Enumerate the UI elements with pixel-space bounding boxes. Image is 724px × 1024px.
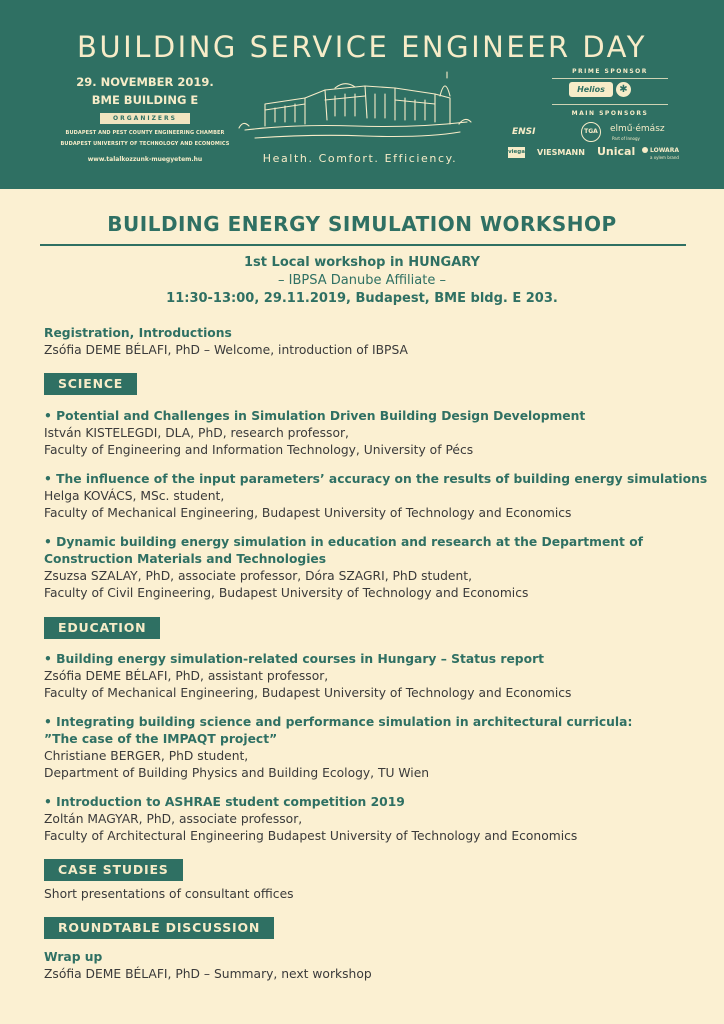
workshop-time-place: 11:30-13:00, 29.11.2019, Budapest, BME bldg. E 203.	[166, 291, 558, 306]
talk-speaker: Zsuzsa SZALAY, PhD, associate professor, Dóra SZAGRI, PhD student,	[44, 569, 473, 583]
talk-title: • Integrating building science and performance simulation in architectural curricula:	[44, 715, 633, 729]
talk-affiliation: Faculty of Mechanical Engineering, Budapest University of Technology and Economics	[44, 506, 572, 520]
header-banner	[0, 0, 724, 189]
title-divider	[40, 244, 686, 246]
workshop-title: BUILDING ENERGY SIMULATION WORKSHOP	[107, 212, 617, 236]
talk-affiliation: Faculty of Engineering and Information Technology, University of Pécs	[44, 443, 474, 457]
talk-speaker: Zsófia DEME BÉLAFI, PhD, assistant professor,	[44, 669, 329, 683]
elmu-logo: elmű·émász	[610, 124, 665, 134]
talk-title: • Building energy simulation-related courses in Hungary – Status report	[44, 652, 545, 666]
roundtable-heading: Wrap up	[44, 950, 103, 964]
organizer-1: BUDAPEST AND PEST COUNTY ENGINEERING CHAMBER	[65, 130, 225, 136]
section-tag-roundtable: ROUNDTABLE DISCUSSION	[44, 917, 274, 939]
workshop-affiliate: – IBPSA Danube Affiliate –	[278, 273, 446, 288]
event-venue: BME BUILDING E	[91, 93, 199, 107]
section-tag-case-studies: CASE STUDIES	[44, 859, 183, 881]
viessmann-logo: VIESMANN	[537, 148, 585, 157]
helios-logo: Helios	[569, 82, 613, 97]
talk-speaker: Helga KOVÁCS, MSc. student,	[44, 489, 225, 503]
viega-logo: viega	[508, 147, 525, 158]
organizer-2: BUDAPEST UNIVERSITY OF TECHNOLOGY AND ECONOMICS	[60, 141, 230, 147]
building-illustration-icon	[235, 68, 475, 148]
talk-title-cont: ”The case of the IMPAQT project”	[44, 732, 278, 746]
organizers-label: ORGANIZERS	[100, 113, 190, 124]
talk-title: • Potential and Challenges in Simulation Driven Building Design Development	[44, 409, 586, 423]
prime-sponsor-label: PRIME SPONSOR	[572, 68, 648, 75]
case-studies-text: Short presentations of consultant offices	[44, 887, 294, 901]
lowara-logo: LOWARA	[650, 147, 679, 154]
workshop-subtitle: 1st Local workshop in HUNGARY	[244, 255, 480, 270]
talk-speaker: Christiane BERGER, PhD student,	[44, 749, 249, 763]
talk-affiliation: Department of Building Physics and Building Ecology, TU Wien	[44, 766, 430, 780]
star-icon: ✱	[616, 82, 631, 97]
section-tag-science: SCIENCE	[44, 373, 137, 395]
lowara-tagline: a xylem brand	[650, 155, 679, 160]
ensi-logo: ENSI	[512, 127, 536, 137]
intro-heading: Registration, Introductions	[44, 326, 232, 340]
divider	[552, 78, 668, 79]
website-url[interactable]: www.talalkozzunk-muegyetem.hu	[87, 156, 203, 163]
event-title: BUILDING SERVICE ENGINEER DAY	[77, 30, 647, 64]
talk-affiliation: Faculty of Architectural Engineering Budapest University of Technology and Economics	[44, 829, 578, 843]
talk-title: • Dynamic building energy simulation in education and research at the Department of	[44, 535, 644, 549]
talk-affiliation: Faculty of Mechanical Engineering, Budapest University of Technology and Economics	[44, 686, 572, 700]
talk-speaker: István KISTELEGDI, DLA, PhD, research professor,	[44, 426, 349, 440]
talk-title: • Introduction to ASHRAE student competition 2019	[44, 795, 405, 809]
section-tag-education: EDUCATION	[44, 617, 160, 639]
main-sponsors-label: MAIN SPONSORS	[571, 110, 649, 117]
talk-affiliation: Faculty of Civil Engineering, Budapest University of Technology and Economics	[44, 586, 529, 600]
tga-logo: TGA	[581, 122, 601, 142]
unical-logo: Unical	[597, 145, 636, 158]
talk-speaker: Zoltán MAGYAR, PhD, associate professor,	[44, 812, 303, 826]
talk-title: • The influence of the input parameters’ accuracy on the results of building energy simulations	[44, 472, 708, 486]
slogan: Health. Comfort. Efficiency.	[262, 152, 458, 165]
intro-text: Zsófia DEME BÉLAFI, PhD – Welcome, introduction of IBPSA	[44, 343, 408, 357]
roundtable-text: Zsófia DEME BÉLAFI, PhD – Summary, next workshop	[44, 967, 372, 981]
elmu-tagline: Part of Innogy	[612, 136, 640, 141]
lowara-icon	[642, 147, 648, 153]
talk-title-cont: Construction Materials and Technologies	[44, 552, 327, 566]
event-date: 29. NOVEMBER 2019.	[76, 75, 214, 89]
divider	[552, 104, 668, 105]
